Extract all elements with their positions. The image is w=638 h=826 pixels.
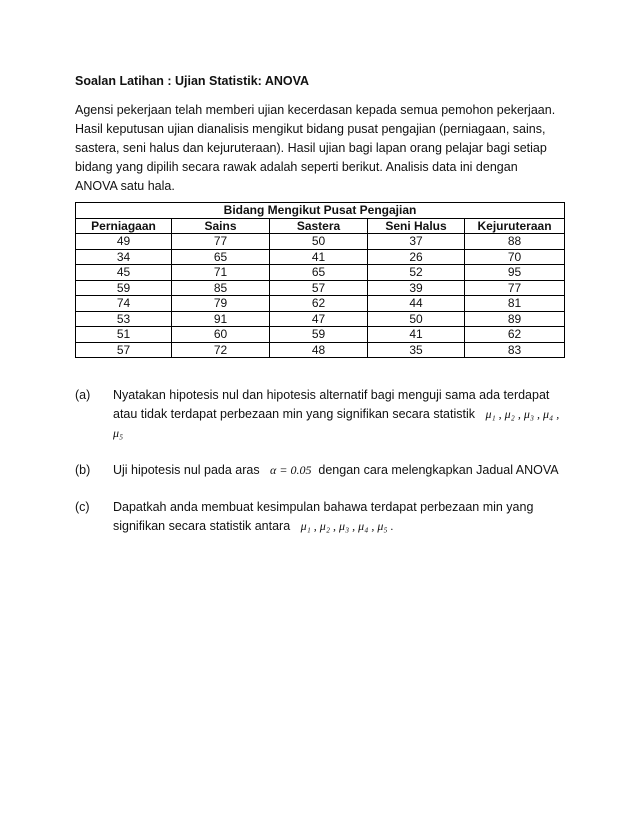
table-cell: 81 bbox=[465, 296, 565, 312]
table-cell: 83 bbox=[465, 342, 565, 358]
table-cell: 44 bbox=[368, 296, 465, 312]
table-cell: 37 bbox=[368, 234, 465, 250]
column-header: Sains bbox=[172, 218, 270, 234]
table-cell: 39 bbox=[368, 280, 465, 296]
column-header: Perniagaan bbox=[76, 218, 172, 234]
table-cell: 35 bbox=[368, 342, 465, 358]
table-row bbox=[76, 249, 565, 265]
document-page bbox=[75, 74, 565, 554]
table-cell: 49 bbox=[76, 234, 172, 250]
table-caption: Bidang Mengikut Pusat Pengajian bbox=[76, 203, 565, 219]
question-c bbox=[75, 498, 565, 536]
table-cell: 26 bbox=[368, 249, 465, 265]
table-cell: 88 bbox=[465, 234, 565, 250]
table-row bbox=[76, 327, 565, 343]
math-expression: μ₁ , μ₂ , μ₃ , μ₄ , μ₅ bbox=[113, 407, 560, 440]
question-text: signifikan secara statistik antara bbox=[113, 519, 291, 533]
question-text: Uji hipotesis nul pada aras bbox=[113, 463, 260, 477]
table-cell: 74 bbox=[76, 296, 172, 312]
table-cell: 79 bbox=[172, 296, 270, 312]
table-cell: 57 bbox=[270, 280, 368, 296]
math-expression: μ₁ , μ₂ , μ₃ , μ₄ , μ₅ . bbox=[300, 519, 394, 533]
column-header: Kejuruteraan bbox=[465, 218, 565, 234]
question-text: atau tidak terdapat perbezaan min yang signifikan secara statistik bbox=[113, 407, 476, 421]
table-row bbox=[76, 265, 565, 281]
table-cell: 51 bbox=[76, 327, 172, 343]
table-body bbox=[76, 234, 565, 358]
table-cell: 89 bbox=[465, 311, 565, 327]
table-row bbox=[76, 280, 565, 296]
table-cell: 85 bbox=[172, 280, 270, 296]
questions-section bbox=[75, 386, 565, 536]
intro-line: sastera, seni halus dan kejuruteraan). Hasil ujian bagi lapan orang pelajar bagi setiap bbox=[75, 141, 547, 155]
table-cell: 71 bbox=[172, 265, 270, 281]
intro-paragraph bbox=[75, 101, 561, 196]
table-cell: 53 bbox=[76, 311, 172, 327]
table-cell: 77 bbox=[465, 280, 565, 296]
table-cell: 72 bbox=[172, 342, 270, 358]
table-row bbox=[76, 296, 565, 312]
math-expression: α = 0.05 bbox=[270, 463, 312, 477]
table-cell: 57 bbox=[76, 342, 172, 358]
question-text: Nyatakan hipotesis nul dan hipotesis alternatif bagi menguji sama ada terdapat bbox=[113, 388, 550, 402]
table-cell: 34 bbox=[76, 249, 172, 265]
table-cell: 52 bbox=[368, 265, 465, 281]
table-cell: 77 bbox=[172, 234, 270, 250]
table-cell: 45 bbox=[76, 265, 172, 281]
table-cell: 47 bbox=[270, 311, 368, 327]
table-row bbox=[76, 311, 565, 327]
question-label: (c) bbox=[75, 500, 90, 514]
question-a bbox=[75, 386, 565, 443]
question-text: Dapatkah anda membuat kesimpulan bahawa terdapat perbezaan min yang bbox=[113, 500, 534, 514]
document-title: Soalan Latihan : Ujian Statistik: ANOVA bbox=[75, 74, 310, 88]
question-label: (a) bbox=[75, 388, 91, 402]
question-b bbox=[75, 461, 565, 480]
table-cell: 62 bbox=[465, 327, 565, 343]
table-cell: 48 bbox=[270, 342, 368, 358]
table-cell: 95 bbox=[465, 265, 565, 281]
table-cell: 60 bbox=[172, 327, 270, 343]
table-cell: 59 bbox=[76, 280, 172, 296]
table-cell: 59 bbox=[270, 327, 368, 343]
table-cell: 50 bbox=[368, 311, 465, 327]
table-cell: 65 bbox=[172, 249, 270, 265]
table-cell: 65 bbox=[270, 265, 368, 281]
table-cell: 41 bbox=[368, 327, 465, 343]
intro-line: Hasil keputusan ujian dianalisis mengikut bidang pusat pengajian (perniagaan, sains, bbox=[75, 122, 546, 136]
table-cell: 62 bbox=[270, 296, 368, 312]
table-cell: 50 bbox=[270, 234, 368, 250]
table-cell: 91 bbox=[172, 311, 270, 327]
table-row bbox=[76, 234, 565, 250]
intro-line: ANOVA satu hala. bbox=[75, 179, 175, 193]
question-text: dengan cara melengkapkan Jadual ANOVA bbox=[318, 463, 559, 477]
intro-line: bidang yang dipilih secara rawak adalah seperti berikut. Analisis data ini dengan bbox=[75, 160, 518, 174]
column-header: Sastera bbox=[270, 218, 368, 234]
column-header: Seni Halus bbox=[368, 218, 465, 234]
table-header-row bbox=[76, 218, 565, 234]
table-row bbox=[76, 342, 565, 358]
table-cell: 70 bbox=[465, 249, 565, 265]
question-label: (b) bbox=[75, 463, 91, 477]
scores-table bbox=[75, 202, 565, 358]
table-cell: 41 bbox=[270, 249, 368, 265]
intro-line: Agensi pekerjaan telah memberi ujian kecerdasan kepada semua pemohon pekerjaan. bbox=[75, 103, 556, 117]
